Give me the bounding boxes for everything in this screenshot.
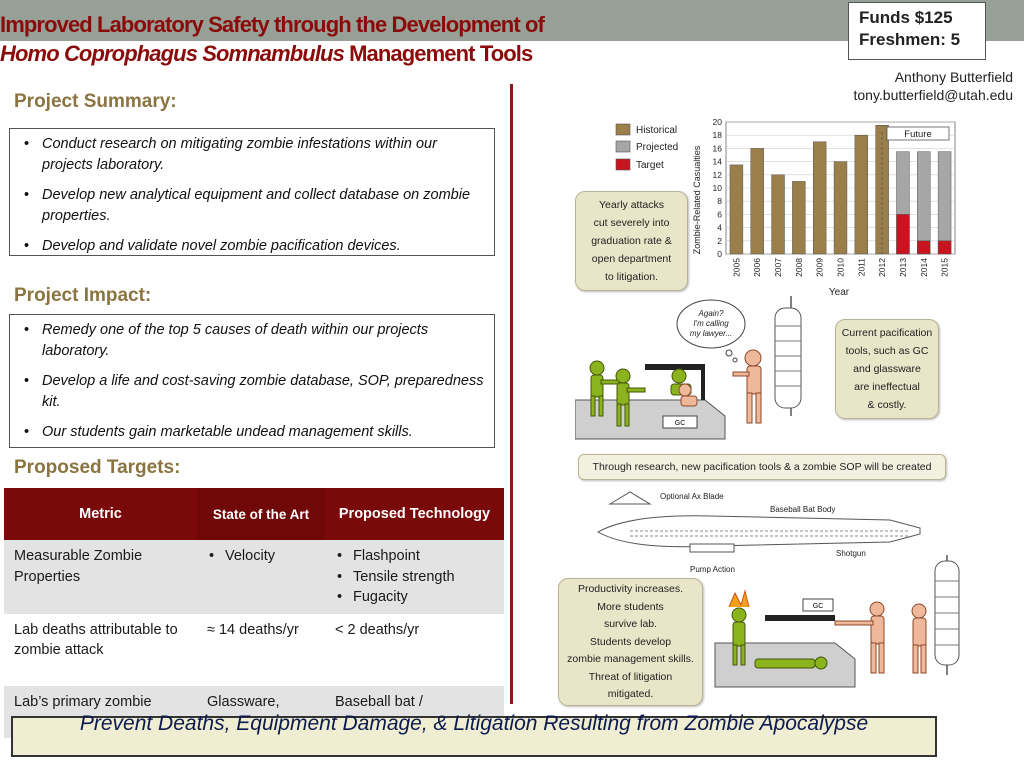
legend-swatch-projected bbox=[616, 141, 630, 152]
y-tick-label: 12 bbox=[712, 169, 722, 180]
callout-line: mitigated. bbox=[607, 688, 654, 700]
label-axe: Optional Ax Blade bbox=[660, 492, 724, 501]
cell-bullet: • Fugacity bbox=[335, 587, 494, 608]
callout-line: to litigation. bbox=[604, 271, 659, 283]
summary-item: • Conduct research on mitigating zombie infestations within our projects laboratory. bbox=[24, 134, 484, 175]
callout-line: graduation rate & bbox=[591, 235, 672, 247]
y-tick-label: 8 bbox=[717, 196, 722, 207]
fire-icon bbox=[729, 591, 749, 607]
y-tick-label: 0 bbox=[717, 249, 722, 259]
table-row bbox=[4, 540, 504, 614]
cell-metric: Lab’s primary zombie bbox=[4, 686, 197, 738]
table-row bbox=[4, 614, 504, 686]
summary-item: • Develop new analytical equipment and collect database on zombie properties. bbox=[24, 185, 484, 226]
callout-line: are ineffectual bbox=[854, 381, 920, 393]
speech-line: I'm calling bbox=[693, 319, 729, 328]
x-tick-label: 2014 bbox=[918, 258, 929, 277]
table-header-row bbox=[4, 488, 504, 540]
callout-line: & costly. bbox=[867, 399, 907, 411]
research-banner: Through research, new pacification tools & a zombie SOP will be created bbox=[578, 454, 946, 480]
fume-hood bbox=[765, 615, 835, 621]
cell-metric: Lab deaths attributable to zombie attack bbox=[4, 614, 197, 686]
fume-hood bbox=[645, 364, 705, 370]
legend-swatch-target bbox=[616, 159, 630, 170]
label-pump: Pump Action bbox=[690, 565, 735, 574]
bar-target-2014 bbox=[917, 241, 930, 254]
targets-table bbox=[4, 488, 504, 738]
callout-productivity bbox=[558, 578, 703, 706]
callout-line: survive lab. bbox=[603, 618, 658, 630]
callout-line: zombie management skills. bbox=[567, 653, 694, 665]
x-tick-label: 2012 bbox=[877, 258, 888, 277]
y-tick-label: 6 bbox=[717, 209, 722, 220]
impact-heading: Project Impact: bbox=[14, 285, 152, 306]
lab-attack-illustration bbox=[575, 296, 845, 441]
callout-line: More students bbox=[597, 600, 664, 613]
callout-line: cut severely into bbox=[593, 217, 670, 229]
callout-attacks bbox=[575, 191, 688, 291]
x-tick-label: 2011 bbox=[856, 258, 867, 277]
legend-label: Target bbox=[636, 160, 664, 171]
funds-amount: Funds $125 bbox=[859, 8, 953, 27]
label-shotgun: Shotgun bbox=[836, 549, 866, 558]
bar-historical-2006 bbox=[751, 148, 764, 254]
label-body: Baseball Bat Body bbox=[770, 505, 836, 514]
x-tick-label: 2005 bbox=[731, 258, 742, 277]
title-line-1: Improved Laboratory Safety through the Development of bbox=[0, 12, 544, 37]
lab-success-illustration bbox=[705, 555, 970, 705]
funds-box bbox=[848, 2, 986, 60]
bar-historical-2009 bbox=[813, 142, 826, 254]
y-ticks bbox=[713, 117, 723, 259]
cell-metric: Measurable Zombie Properties bbox=[4, 540, 197, 614]
poster-title bbox=[0, 10, 544, 68]
header-metric: Metric bbox=[4, 488, 197, 540]
callout-line: and glassware bbox=[853, 363, 921, 375]
legend-swatch-historical bbox=[616, 124, 630, 135]
x-tick-label: 2009 bbox=[814, 258, 825, 277]
bar-target-2013 bbox=[897, 214, 910, 254]
callout-tools bbox=[835, 319, 939, 419]
impact-item: • Remedy one of the top 5 causes of death within our projects laboratory. bbox=[24, 320, 484, 361]
gc-label: GC bbox=[812, 603, 824, 610]
y-tick-label: 14 bbox=[712, 156, 722, 167]
legend-label: Historical bbox=[636, 125, 678, 136]
speech-bubble-dot bbox=[726, 350, 732, 356]
x-axis-label: Year bbox=[828, 287, 850, 298]
author-email[interactable]: tony.butterfield@utah.edu bbox=[853, 87, 1013, 103]
callout-line: Productivity increases. bbox=[577, 583, 684, 595]
impact-item: • Our students gain marketable undead management skills. bbox=[24, 422, 484, 443]
title-rest: Management Tools bbox=[343, 41, 533, 66]
cell-proposed: < 2 deaths/yr bbox=[325, 614, 504, 686]
x-tick-label: 2008 bbox=[793, 258, 804, 277]
cell-state bbox=[197, 540, 325, 614]
distillation-column bbox=[775, 296, 801, 416]
author-info bbox=[853, 68, 1013, 104]
y-axis-label: Zombie-Related Casualties bbox=[692, 145, 702, 255]
x-tick-label: 2015 bbox=[939, 258, 950, 277]
bar-historical-2011 bbox=[855, 135, 868, 254]
cell-state: Glassware, bbox=[197, 686, 325, 738]
header-state-of-art: State of the Art bbox=[197, 488, 325, 540]
bar-historical-2005 bbox=[730, 165, 743, 254]
x-tick-label: 2010 bbox=[835, 258, 846, 277]
y-tick-label: 2 bbox=[717, 235, 722, 246]
speech-line: Again? bbox=[698, 309, 724, 318]
callout-line: Yearly attacks bbox=[599, 199, 664, 211]
cell-bullet: • Tensile strength bbox=[335, 567, 494, 588]
bar-target-2015 bbox=[938, 241, 951, 254]
callout-line: tools, such as GC bbox=[845, 345, 929, 357]
x-tick-label: 2006 bbox=[752, 258, 763, 277]
gc-label: GC bbox=[674, 420, 686, 427]
impact-box bbox=[9, 314, 495, 448]
bar-projected-2014 bbox=[917, 152, 930, 254]
cell-proposed: Baseball bat / bbox=[325, 686, 504, 738]
speech-bubble-dot bbox=[733, 358, 737, 362]
callout-line: Students develop bbox=[589, 635, 672, 648]
title-line-2 bbox=[0, 39, 544, 68]
callout-line: open department bbox=[591, 253, 672, 265]
cell-bullet: • Flashpoint bbox=[335, 546, 494, 567]
callout-line: Current pacification bbox=[841, 327, 933, 339]
lab-bench bbox=[575, 400, 725, 439]
summary-heading: Project Summary: bbox=[14, 91, 177, 112]
cell-proposed bbox=[325, 540, 504, 614]
cell-state: ≈ 14 deaths/yr bbox=[197, 614, 325, 686]
author-name: Anthony Butterfield bbox=[894, 69, 1013, 85]
bar-historical-2007 bbox=[772, 175, 785, 254]
y-tick-label: 10 bbox=[712, 183, 722, 193]
fume-hood-side bbox=[701, 364, 705, 400]
x-ticks bbox=[731, 258, 949, 277]
callout-line: Threat of litigation bbox=[588, 670, 673, 683]
future-annotation: Future bbox=[904, 129, 932, 140]
x-tick-label: 2013 bbox=[897, 258, 908, 277]
x-tick-label: 2007 bbox=[773, 258, 784, 277]
ax-blade bbox=[610, 492, 650, 504]
y-tick-label: 16 bbox=[712, 143, 722, 154]
legend-label: Projected bbox=[636, 142, 679, 153]
speech-line: my lawyer... bbox=[689, 329, 733, 338]
summary-item: • Develop and validate novel zombie pacification devices. bbox=[24, 236, 484, 257]
bar-historical-2008 bbox=[792, 181, 805, 254]
bar-projected-2015 bbox=[938, 152, 951, 254]
chart-legend bbox=[616, 124, 678, 171]
bottom-banner-text: Prevent Deaths, Equipment Damage, & Litigation Resulting from Zombie Apocalypse bbox=[79, 712, 869, 735]
distillation-column bbox=[935, 555, 959, 675]
y-tick-label: 18 bbox=[712, 130, 722, 141]
targets-heading: Proposed Targets: bbox=[14, 457, 181, 478]
freshmen-count: Freshmen: 5 bbox=[859, 30, 961, 49]
divider-line bbox=[510, 84, 513, 704]
y-tick-label: 4 bbox=[717, 222, 722, 233]
y-tick-label: 20 bbox=[712, 117, 722, 127]
bar-historical-2010 bbox=[834, 162, 847, 254]
title-species: Homo Coprophagus Somnambulus bbox=[0, 41, 344, 66]
pump-action bbox=[690, 544, 734, 552]
header-proposed: Proposed Technology bbox=[325, 488, 504, 540]
summary-box bbox=[9, 128, 495, 256]
impact-item: • Develop a life and cost-saving zombie database, SOP, preparedness kit. bbox=[24, 371, 484, 412]
cell-bullet: • Velocity bbox=[207, 546, 315, 567]
